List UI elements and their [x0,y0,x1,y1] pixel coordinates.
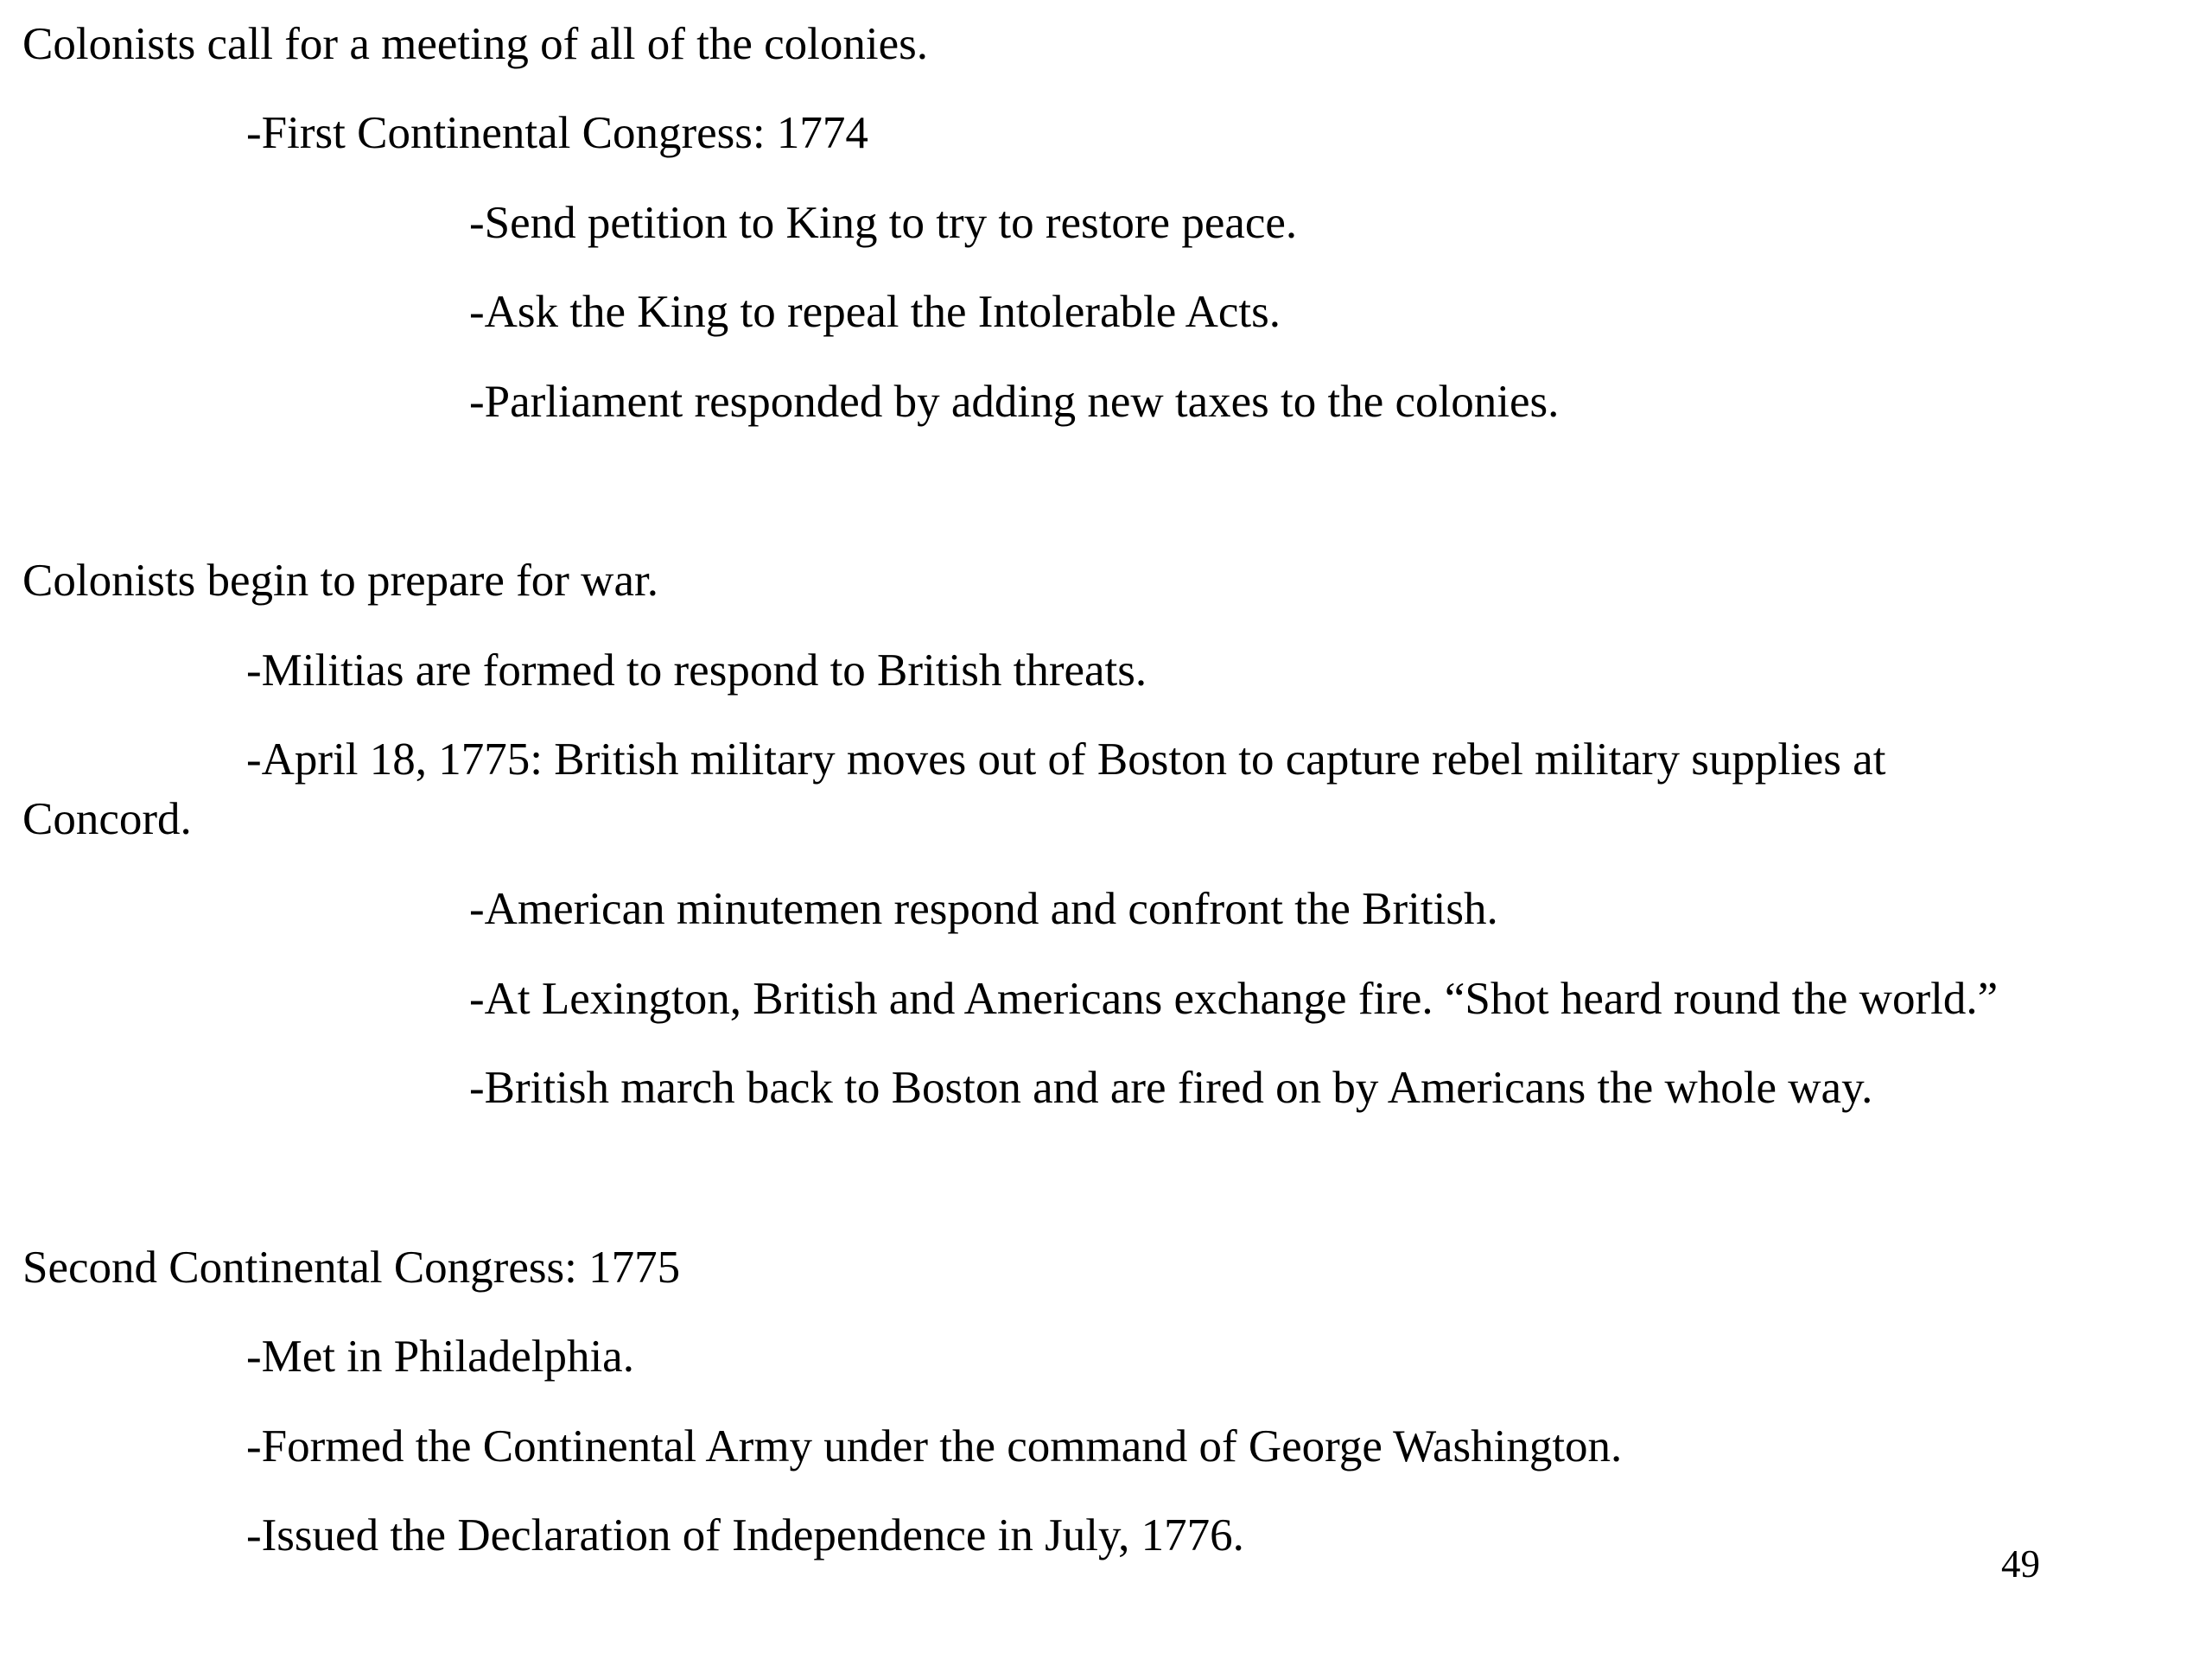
section-heading: Second Continental Congress: 1775 [22,1243,681,1293]
outline-item: -Formed the Continental Army under the command of George Washington. [246,1421,1623,1471]
outline-subitem: -At Lexington, British and Americans exchange fire. “Shot heard round the world.” [469,974,1999,1024]
outline-subitem: -Send petition to King to try to restore peace. [469,198,1298,248]
page-number: 49 [2001,1542,2040,1586]
outline-subitem: -American minutemen respond and confront the British. [469,884,1498,934]
outline-item: -First Continental Congress: 1774 [246,108,868,158]
outline-item-continuation: Concord. [22,794,192,844]
section-heading: Colonists begin to prepare for war. [22,556,658,606]
outline-subitem: -Parliament responded by adding new taxes to the colonies. [469,377,1560,427]
outline-item: -April 18, 1775: British military moves out of Boston to capture rebel military supplies at [246,734,1886,785]
outline-subitem: -British march back to Boston and are fired on by Americans the whole way. [469,1063,1873,1113]
section-heading: Colonists call for a meeting of all of the colonies. [22,19,928,69]
outline-subitem: -Ask the King to repeal the Intolerable Acts. [469,287,1281,337]
outline-item: -Met in Philadelphia. [246,1332,634,1382]
outline-item: -Militias are formed to respond to British threats. [246,645,1147,696]
outline-item: -Issued the Declaration of Independence in July, 1776. [246,1510,1244,1560]
